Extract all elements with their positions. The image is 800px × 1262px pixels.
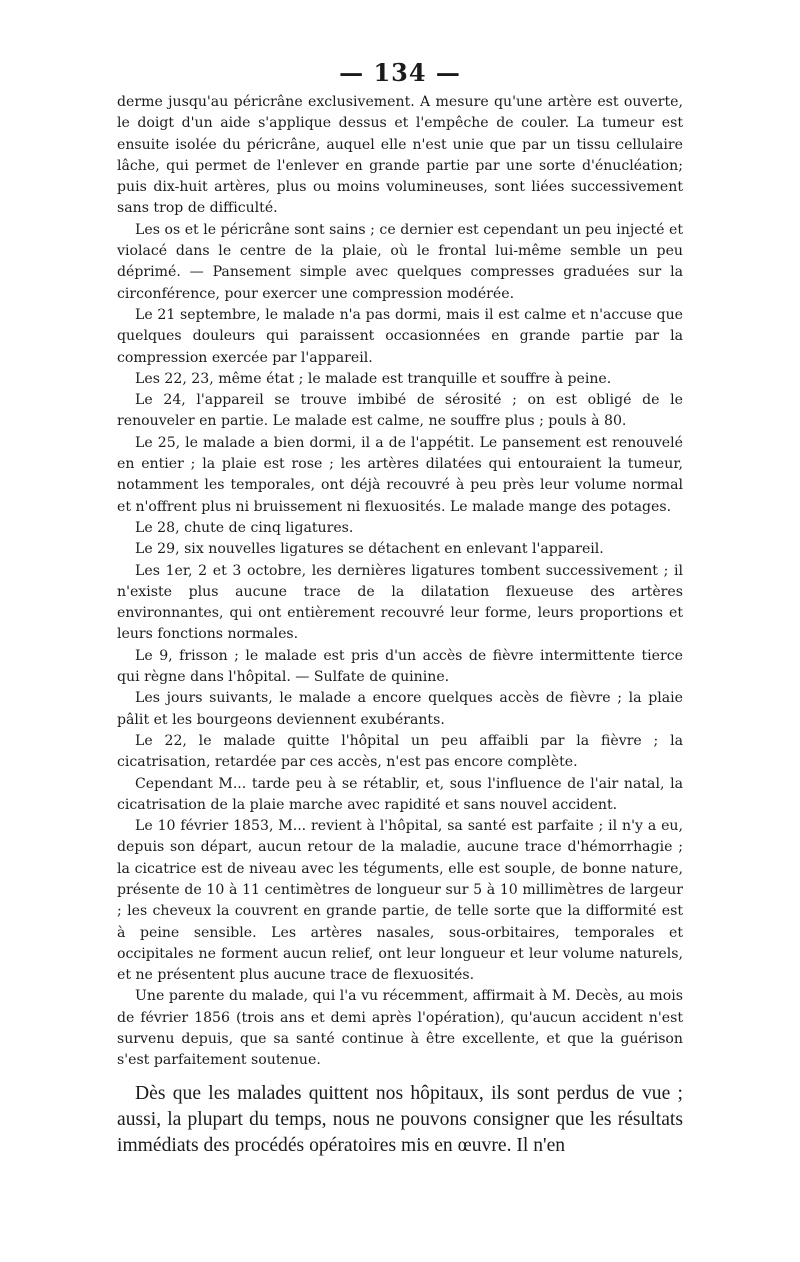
paragraph: Le 28, chute de cinq ligatures. <box>135 519 354 536</box>
paragraph: Les os et le péricrâne sont sains ; ce dernier est cependant un peu injecté et violacé dans le centre de la plaie, où le frontal lui-même semble un peu déprimé. — Pansement simple avec quelques compresses graduées sur la circonférence, pour exercer une compression modérée. <box>117 221 683 302</box>
paragraph: Les 22, 23, même état ; le malade est tranquille et souffre à peine. <box>135 370 612 387</box>
paragraph: Le 25, le malade a bien dormi, il a de l'appétit. Le pansement est renouvelé en entier ; la plaie est rose ; les artères dilatées qui entouraient la tumeur, notamment les temporales, ont déjà recouvré à peu près leur volume normal et n'offrent plus ni bruissement ni flexuosités. Le malade mange des potages. <box>117 434 683 515</box>
paragraph: Les 1er, 2 et 3 octobre, les dernières ligatures tombent successivement ; il n'existe plus aucune trace de la dilatation flexueuse des artères environnantes, qui ont entièrement recouvré leur forme, leurs proportions et leurs fonctions normales. <box>117 562 683 643</box>
paragraph: Le 24, l'appareil se trouve imbibé de sérosité ; on est obligé de le renouveler en partie. Le malade est calme, ne souffre plus ; pouls à 80. <box>117 392 683 430</box>
paragraph: Le 10 février 1853, M... revient à l'hôpital, sa santé est parfaite ; il n'y a eu, depuis son départ, aucun retour de la maladie, aucune trace d'hémorrhagie ; la cicatrice est de niveau avec les téguments, elle est souple, de bonne nature, présente de 10 à 11 centimètres de longueur sur 5 à 10 millimètres de largeur ; les cheveux la couvrent en grande partie, de telle sorte que la difformité est à peine sensible. Les artères nasales, sous-orbitaires, temporales et occipitales ne forment aucun relief, ont leur longueur et leur volume naturels, et ne présentent plus aucune trace de flexuosités. <box>117 818 683 984</box>
paragraph: Le 22, le malade quitte l'hôpital un peu affaibli par la fièvre ; la cicatrisation, retardée par ces accès, n'est pas encore complète. <box>117 732 683 771</box>
page-number: — 134 — <box>339 58 461 87</box>
paragraph: Les jours suivants, le malade a encore quelques accès de fièvre ; la plaie pâlit et les bourgeons deviennent exubérants. <box>117 690 683 728</box>
body-text <box>117 92 683 1159</box>
paragraph: Une parente du malade, qui l'a vu récemment, affirmait à M. Decès, au mois de février 1856 (trois ans et demi après l'opération), qu'aucun accident n'est survenu depuis, que sa santé continue à être excellente, et que la guérison s'est parfaitement soutenue. <box>117 988 683 1069</box>
paragraph: Le 29, six nouvelles ligatures se détachent en enlevant l'appareil. <box>135 541 604 558</box>
closing-paragraph: Dès que les malades quittent nos hôpitaux, ils sont perdus de vue ; aussi, la plupart du temps, nous ne pouvons consigner que les résultats immédiats des procédés opératoires mis en œuvre. Il n'en <box>117 1082 683 1156</box>
paragraph: derme jusqu'au péricrâne exclusivement. A mesure qu'une artère est ouverte, le doigt d'un aide s'applique dessus et l'empêche de couler. La tumeur est ensuite isolée du péricrâne, auquel elle n'est unie que par un tissu cellulaire lâche, qui permet de l'enlever en grande partie par une sorte d'énucléation; puis dix-huit artères, plus ou moins volumineuses, sont liées successivement sans trop de difficulté. <box>117 94 683 217</box>
paragraph: Cependant M... tarde peu à se rétablir, et, sous l'influence de l'air natal, la cicatrisation de la plaie marche avec rapidité et sans nouvel accident. <box>117 775 683 813</box>
paragraph: Le 9, frisson ; le malade est pris d'un accès de fièvre intermittente tierce qui règne dans l'hôpital. — Sulfate de quinine. <box>117 647 683 686</box>
paragraph: Le 21 septembre, le malade n'a pas dormi, mais il est calme et n'accuse que quelques douleurs qui paraissent occasionnées en grande partie par la compression exercée par l'appareil. <box>117 306 683 366</box>
